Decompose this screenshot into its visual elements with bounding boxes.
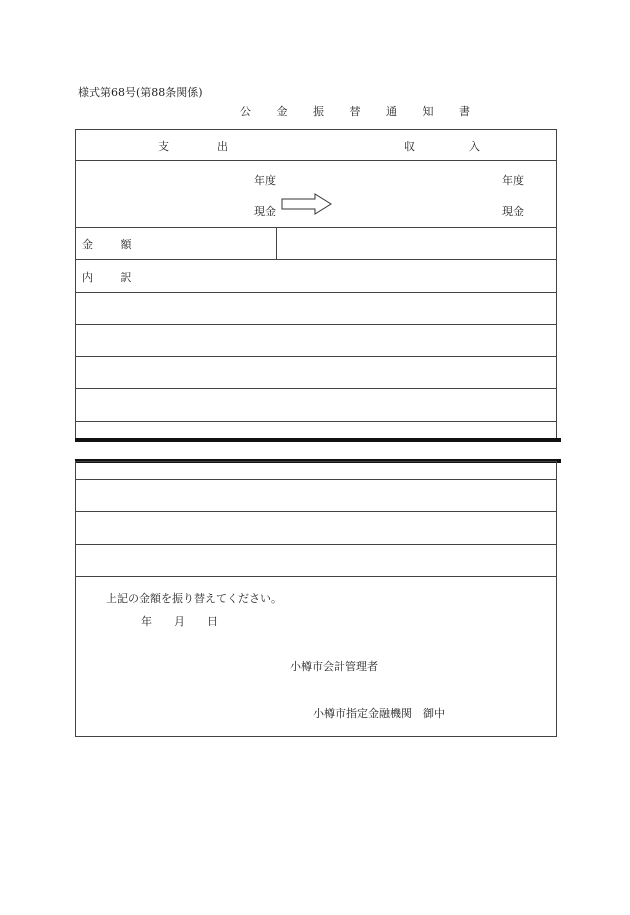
divider: [75, 388, 557, 389]
divider: [75, 544, 557, 545]
divider: [75, 227, 557, 228]
recipient-name: 小樽市指定金融機関 御中: [313, 707, 445, 720]
expense-fiscal-year: 年度: [254, 174, 276, 187]
date-line: 年 月 日: [141, 615, 218, 628]
transfer-request-message: 上記の金額を振り替えてください。: [106, 592, 282, 605]
divider: [75, 511, 557, 512]
divider: [75, 479, 557, 480]
right-arrow-icon: [281, 193, 333, 215]
divider: [75, 160, 557, 161]
issuer-name: 小樽市会計管理者: [290, 660, 378, 673]
breakdown-label: 内 訳: [82, 271, 144, 284]
divider: [75, 324, 557, 325]
divider: [75, 576, 557, 577]
document-title: 公 金 振 替 通 知 書: [240, 105, 481, 118]
income-fiscal-year: 年度: [502, 174, 524, 187]
cut-line-top: [75, 438, 561, 442]
divider: [75, 421, 557, 422]
income-header: 収入: [404, 140, 534, 153]
upper-form-frame: [75, 129, 557, 440]
expense-header: 支出: [158, 140, 276, 153]
divider: [75, 259, 557, 260]
divider: [75, 292, 557, 293]
amount-label: 金 額: [82, 238, 144, 251]
divider: [75, 356, 557, 357]
expense-cash: 現金: [254, 205, 276, 218]
form-number-label: 様式第68号(第88条関係): [78, 86, 203, 99]
amount-divider: [276, 227, 277, 259]
income-cash: 現金: [502, 205, 524, 218]
